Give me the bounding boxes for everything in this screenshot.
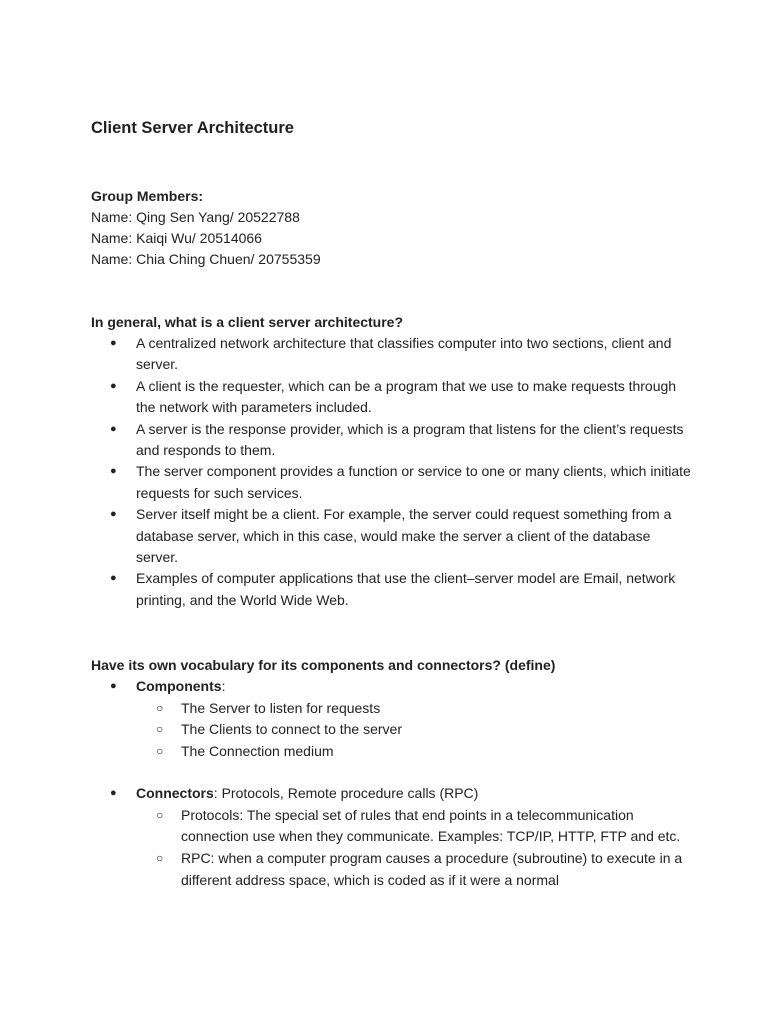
components-suffix: :: [221, 678, 226, 695]
connectors-label: Connectors: [136, 785, 214, 802]
bullet-item: ● A server is the response provider, which is a program that listens for the client’s requests and responds to them.: [91, 419, 691, 462]
bullet-item: ● Examples of computer applications that use the client–server model are Email, network printing, and the World Wide Web.: [91, 568, 691, 611]
sub-bullet-item: ○ RPC: when a computer program causes a procedure (subroutine) to execute in a different address space, which is coded as if it were a normal: [136, 848, 691, 891]
sub-bullet-item: ○ The Connection medium: [136, 741, 691, 763]
group-members-heading: Group Members:: [91, 188, 204, 204]
sub-bullet-item: ○ Protocols: The special set of rules that end points in a telecommunication connection use when they communicate. Examples: TCP/IP, HTTP, FTP and etc.: [136, 805, 691, 848]
document-content: [91, 116, 691, 891]
section-heading-vocabulary: Have its own vocabulary for its components and connectors? (define): [91, 657, 556, 674]
bullet-item: ● A client is the requester, which can be a program that we use to make requests through the network with parameters included.: [91, 376, 691, 419]
document-title: Client Server Architecture: [91, 119, 294, 137]
list-spacer: [91, 762, 691, 783]
vocabulary-bullet-list: [91, 676, 691, 762]
connectors-sub-list: [136, 805, 691, 891]
bullet-item: ● Server itself might be a client. For example, the server could request something from a database server, which in this case, would make the server a client of the database server.: [91, 504, 691, 568]
connectors-bullet-list: [91, 783, 691, 891]
connectors-bullet: [91, 783, 691, 891]
components-bullet: [91, 676, 691, 762]
components-sub-list: [136, 698, 691, 763]
components-label: Components: [136, 678, 222, 695]
section-heading-definition: In general, what is a client server architecture?: [91, 314, 404, 330]
connectors-suffix: : Protocols, Remote procedure calls (RPC): [213, 785, 479, 802]
member-line: Name: Qing Sen Yang/ 20522788: [91, 209, 300, 225]
member-line: Name: Kaiqi Wu/ 20514066: [91, 230, 262, 246]
definition-bullet-list: [91, 333, 691, 611]
member-line: Name: Chia Ching Chuen/ 20755359: [91, 251, 321, 267]
bullet-item: ● A centralized network architecture that classifies computer into two sections, client and server.: [91, 333, 691, 376]
sub-bullet-item: ○ The Clients to connect to the server: [136, 719, 691, 741]
sub-bullet-item: ○ The Server to listen for requests: [136, 698, 691, 720]
bullet-item: ● The server component provides a function or service to one or many clients, which initiate requests for such services.: [91, 461, 691, 504]
